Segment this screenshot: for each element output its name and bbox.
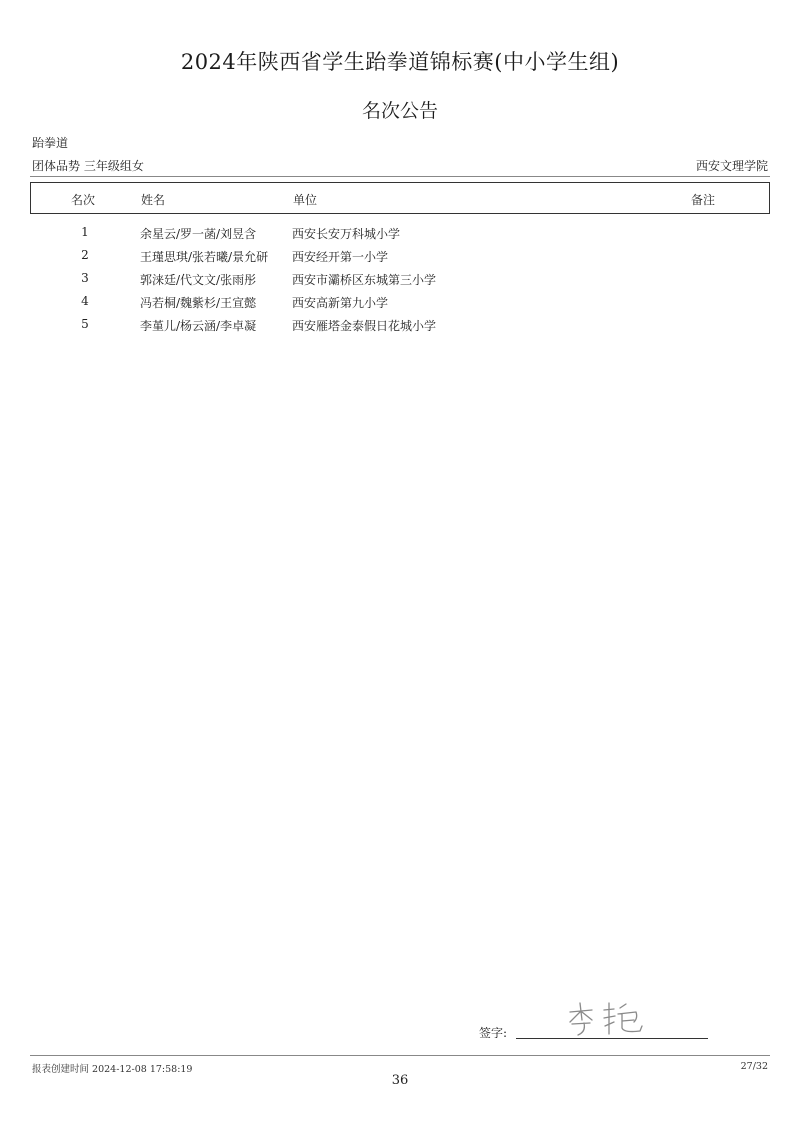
results-table-body — [30, 222, 770, 337]
table-row — [30, 222, 770, 245]
sport-name: 跆拳道 — [32, 136, 69, 150]
header-note: 备注 — [691, 193, 716, 207]
row-name: 冯若桐/魏紫杉/王宣懿 — [140, 296, 257, 310]
signature-line — [516, 1038, 708, 1039]
top-divider — [30, 176, 770, 177]
venue-name: 西安文理学院 — [695, 159, 768, 173]
row-name: 郭涞廷/代文文/张雨彤 — [140, 273, 257, 287]
table-row — [30, 268, 770, 291]
document-subtitle: 名次公告 — [361, 100, 438, 122]
table-header — [30, 182, 770, 214]
table-row — [30, 291, 770, 314]
document-title: 2024年陕西省学生跆拳道锦标赛(中小学生组) — [180, 50, 620, 74]
table-row — [30, 245, 770, 268]
page-indicator: 27/32 — [740, 1061, 768, 1072]
row-unit: 西安经开第一小学 — [292, 250, 389, 264]
row-name: 李堇儿/杨云涵/李卓凝 — [140, 319, 257, 333]
header-rank: 名次 — [71, 193, 96, 207]
bottom-divider — [30, 1055, 770, 1056]
row-rank: 5 — [81, 317, 89, 331]
row-rank: 1 — [81, 225, 89, 239]
row-name: 余星云/罗一菡/刘昱含 — [140, 227, 257, 241]
row-rank: 2 — [81, 248, 89, 262]
signature-label: 签字: — [479, 1026, 508, 1040]
table-row — [30, 314, 770, 337]
row-name: 王瑾思琪/张若曦/景允研 — [140, 250, 269, 264]
report-created-time: 报表创建时间 2024-12-08 17:58:19 — [32, 1064, 193, 1075]
header-name: 姓名 — [141, 193, 166, 207]
row-unit: 西安高新第九小学 — [292, 296, 389, 310]
header-unit: 单位 — [293, 193, 318, 207]
row-unit: 西安市灞桥区东城第三小学 — [292, 273, 437, 287]
row-unit: 西安长安万科城小学 — [292, 227, 401, 241]
handwritten-signature — [560, 998, 650, 1038]
row-unit: 西安雁塔金泰假日花城小学 — [292, 319, 437, 333]
row-rank: 4 — [81, 294, 89, 308]
row-rank: 3 — [81, 271, 89, 285]
event-name: 团体品势 三年级组女 — [32, 159, 144, 173]
printed-page-number: 36 — [391, 1073, 409, 1088]
